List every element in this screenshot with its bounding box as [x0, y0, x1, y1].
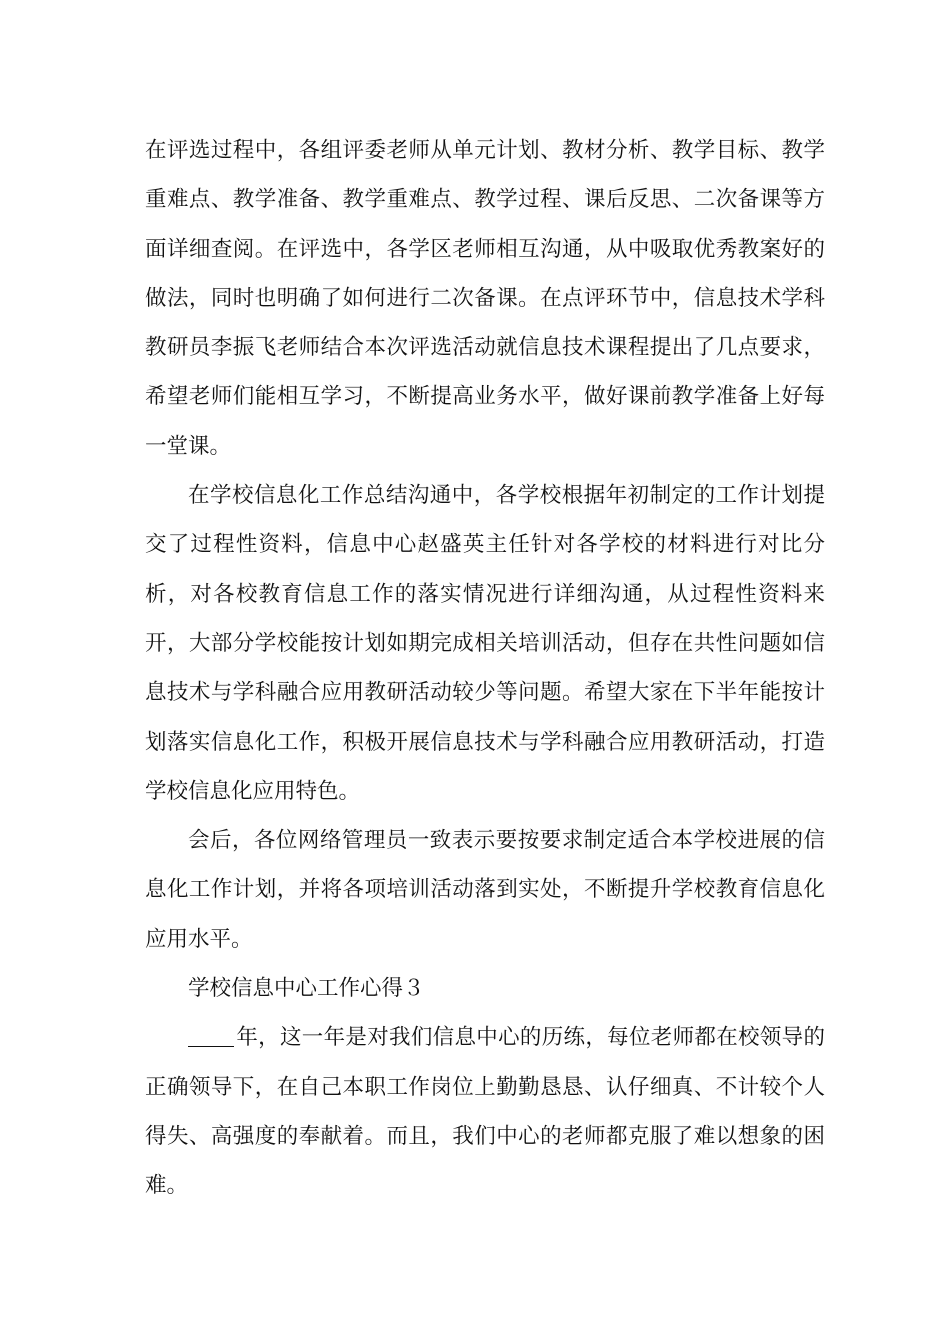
paragraph-year-review [145, 1013, 825, 1210]
paragraph-evaluation: 在评选过程中，各组评委老师从单元计划、教材分析、教学目标、教学重难点、教学准备、教学重难点、教学过程、课后反思、二次备课等方面详细查阅。在评选中，各学区老师相互沟通，从中吸取优秀教案好的做法，同时也明确了如何进行二次备课。在点评环节中，信息技术学科教研员李振飞老师结合本次评选活动就信息技术课程提出了几点要求，希望老师们能相互学习，不断提高业务水平，做好课前教学准备上好每一堂课。 [145, 138, 825, 459]
section-heading: 学校信息中心工作心得３ [188, 976, 425, 1002]
document-body [145, 126, 825, 1211]
fill-in-blank [188, 1024, 234, 1047]
paragraph-year-review-text: 年，这一年是对我们信息中心的历练，每位老师都在校领导的正确领导下，在自己本职工作岗位上勤勤恳恳、认仔细真、不计较个人得失、高强度的奉献着。而且，我们中心的老师都克服了难以想象的困难。 [145, 1025, 825, 1199]
paragraph-conclusion: 会后，各位网络管理员一致表示要按要求制定适合本学校进展的信息化工作计划，并将各项培训活动落到实处，不断提升学校教育信息化应用水平。 [145, 828, 825, 952]
paragraph-summary: 在学校信息化工作总结沟通中，各学校根据年初制定的工作计划提交了过程性资料，信息中心赵盛英主任针对各学校的材料进行对比分析，对各校教育信息工作的落实情况进行详细沟通，从过程性资料来开，大部分学校能按计划如期完成相关培训活动，但存在共性问题如信息技术与学科融合应用教研活动较少等问题。希望大家在下半年能按计划落实信息化工作，积极开展信息技术与学科融合应用教研活动，打造学校信息化应用特色。 [145, 483, 825, 804]
